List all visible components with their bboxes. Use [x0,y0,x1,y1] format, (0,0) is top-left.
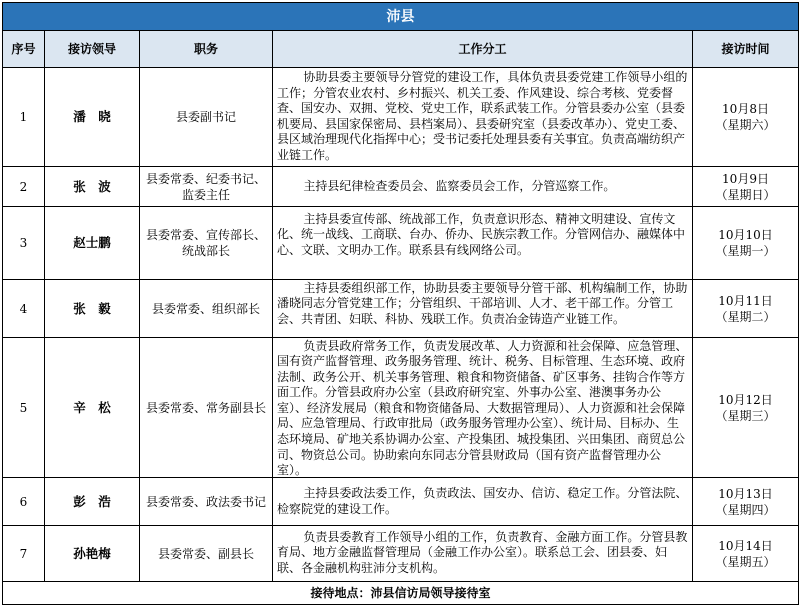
table-row [3,338,799,478]
row-date: 10月10日 [718,228,773,242]
row-date: 10月13日 [718,486,773,501]
row-work-cell [273,478,693,526]
row-no: 1 [3,68,45,167]
row-no: 3 [3,207,45,280]
reception-schedule [2,2,798,605]
row-work-cell [273,280,693,338]
row-post: 县委常委、副县长 [140,526,273,582]
row-weekday: （星期三） [715,408,776,423]
reception-location: 接待地点：沛县信访局领导接待室 [3,582,799,605]
row-time [693,338,799,478]
row-date: 10月14日 [718,538,773,553]
row-work-cell [273,526,693,582]
row-weekday: （星期一） [715,244,776,258]
row-leader: 赵士鹏 [45,207,140,280]
row-weekday: （星期日） [715,187,776,202]
row-time [693,280,799,338]
row-date: 10月8日 [722,102,769,116]
row-leader: 潘 晓 [45,68,140,167]
table-title: 沛县 [3,3,799,31]
table-row [3,526,799,582]
row-time [693,68,799,167]
row-work: 主持县委政法委工作，负责政法、国安办、信访、稳定工作。分管法院、检察院党的建设工作。 [277,485,688,516]
row-date: 10月9日 [722,171,769,186]
row-work-cell [273,167,693,207]
header-leader: 接访领导 [45,31,140,68]
row-no: 4 [3,280,45,338]
table-row [3,68,799,167]
row-post: 县委常委、政法委书记 [140,478,273,526]
header-work: 工作分工 [273,31,693,68]
row-no: 7 [3,526,45,582]
row-time [693,167,799,207]
row-no: 5 [3,338,45,478]
row-weekday: （星期五） [715,554,776,569]
row-work: 负责县政府常务工作，负责发展改革、人力资源和社会保障、应急管理、国有资产监督管理、政务服务管理、统计、税务、目标管理、生态环境、政府法制、政务公开、机关事务管理、粮食和物资储备、矿区事务、挂钩合作等方面工作。分管县政府办公室（县政府研究室、外事办公室、港澳事务办公室）、经济发展局（粮食和物资储备局、大数据管理局）、人力资源和社会保障局、应急管理局、行政审批局（政务服务管理办公室）、统计局、目标办、生态环境局、矿地关系协调办公室、产投集团、城投集团、兴田集团、商贸总公司、物资总公司。协助索向东同志分管县财政局（国有资产监督管理办公室）。 [277,338,688,477]
row-post: 县委常委、组织部长 [140,280,273,338]
header-post: 职务 [140,31,273,68]
title-row [3,3,799,31]
row-leader: 孙艳梅 [45,526,140,582]
table-row [3,207,799,280]
row-post: 县委副书记 [140,68,273,167]
schedule-table [2,2,799,605]
row-work: 主持县委组织部工作，协助县委主要领导分管干部、机构编制工作，协助潘晓同志分管党建工作；分管组织、干部培训、人才、老干部工作。分管工会、共青团、妇联、科协、残联工作。负责冶金铸造产业链工作。 [277,280,688,326]
row-work: 主持县纪律检查委员会、监察委员会工作，分管巡察工作。 [303,178,616,193]
table-row [3,280,799,338]
header-time: 接访时间 [693,31,799,68]
header-row [3,31,799,68]
row-time [693,478,799,526]
row-work-cell [273,338,693,478]
row-work: 负责县委教育工作领导小组的工作，负责教育、金融方面工作。分管县教育局、地方金融监督管理局（金融工作办公室）。联系总工会、团县委、妇联、各金融机构驻沛分支机构。 [277,529,688,575]
row-time [693,526,799,582]
row-weekday: （星期二） [715,309,776,324]
row-post: 县委常委、常务副县长 [140,338,273,478]
row-work-cell [273,207,693,280]
row-leader: 辛 松 [45,338,140,478]
header-no: 序号 [3,31,45,68]
row-date: 10月11日 [718,293,773,308]
row-time [693,207,799,280]
row-no: 6 [3,478,45,526]
table-row [3,167,799,207]
row-post: 县委常委、宣传部长、统战部长 [140,207,273,280]
row-leader: 张 毅 [45,280,140,338]
row-leader: 张 波 [45,167,140,207]
row-date: 10月12日 [718,392,773,407]
row-work: 协助县委主要领导分管党的建设工作，具体负责县委党建工作领导小组的工作；分管农业农村、乡村振兴、机关工委、作风建设、综合考核、党委督查、国安办、双拥、党校、党史工作，联系武装工作。分管县委办公室（县委机要局、县国家保密局、县档案局）、县委研究室（县委改革办）、党史工委、县区域治理现代化指挥中心；受书记委托处理县委有关事宜。负责高端纺织产业链工作。 [277,70,688,162]
row-weekday: （星期四） [715,502,776,517]
footer-row [3,582,799,605]
row-work-cell [273,68,693,167]
row-no: 2 [3,167,45,207]
row-work: 主持县委宣传部、统战部工作，负责意识形态、精神文明建设、宣传文化、统一战线、工商联、台办、侨办、民族宗教工作。分管网信办、融媒体中心、文联、文明办工作。联系县有线网络公司。 [277,211,686,257]
table-row [3,478,799,526]
row-post: 县委常委、纪委书记、监委主任 [140,167,273,207]
row-weekday: （星期六） [715,118,776,132]
row-leader: 彭 浩 [45,478,140,526]
